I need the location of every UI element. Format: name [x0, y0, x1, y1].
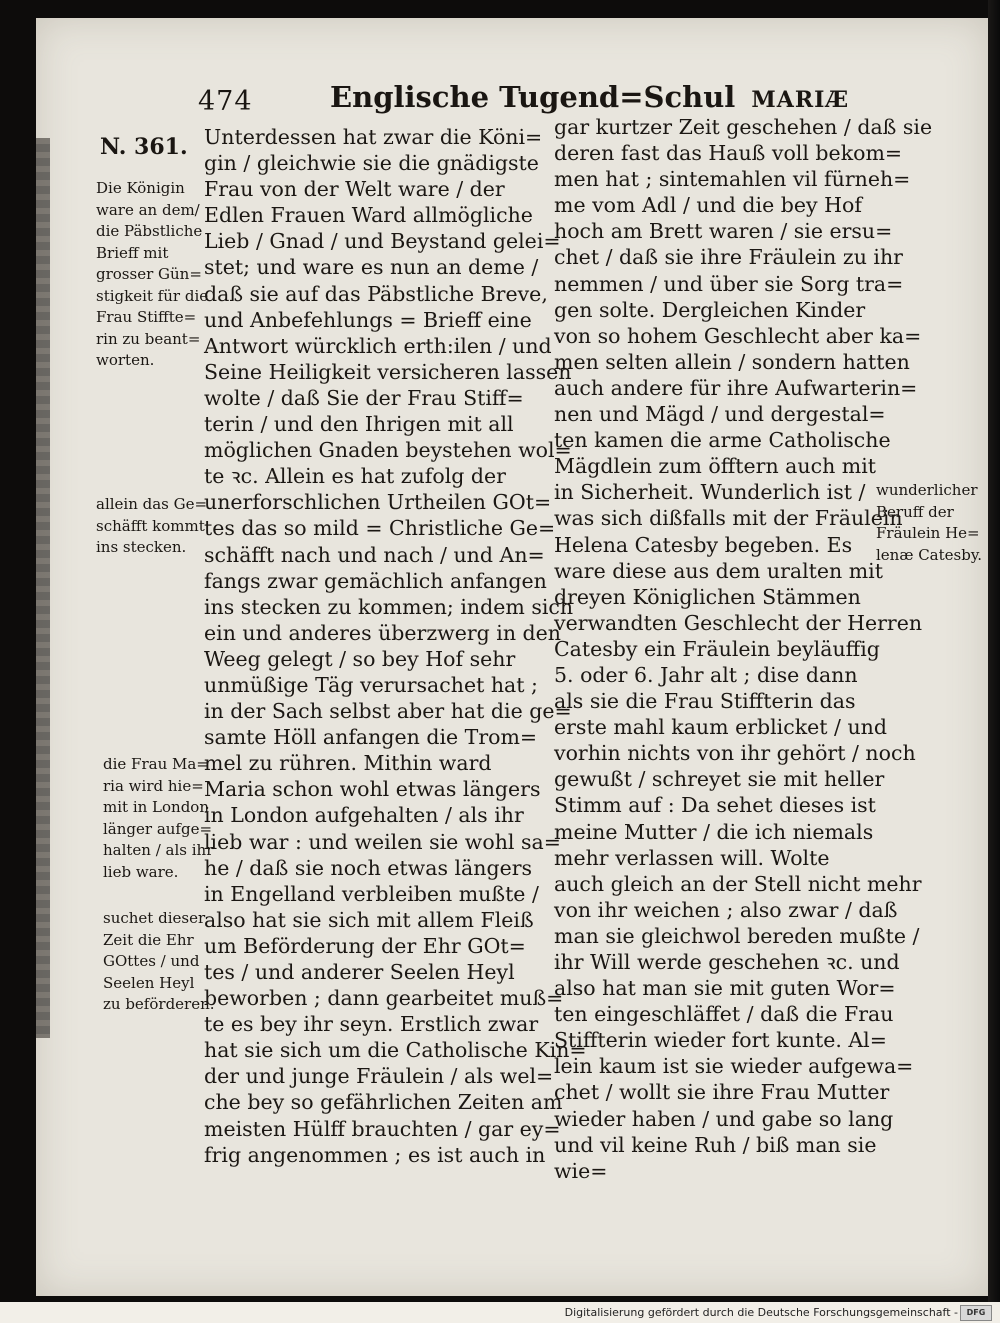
margin-line: allein das Ge=: [96, 495, 208, 513]
text-line: gen solte. Dergleichen Kinder: [554, 297, 866, 322]
margin-line: halten / als ihr: [103, 841, 214, 859]
margin-line: rin zu beant=: [96, 329, 201, 348]
text-line: he / daß sie noch etwas längers: [204, 855, 533, 880]
left-text-column: [204, 124, 587, 1168]
text-line: stet; und ware es nun an deme /: [204, 255, 539, 280]
margin-line: Brieff mit: [96, 243, 169, 262]
text-line: lieb war : und weilen sie wohl sa=: [204, 829, 561, 854]
text-line: der und junge Fräulein / als wel=: [204, 1064, 554, 1089]
running-title-suffix: MARIÆ: [751, 87, 850, 113]
text-line: Mägdlein zum öfftern auch mit: [554, 454, 877, 479]
text-line: daß sie auf das Päbstliche Breve,: [204, 281, 548, 306]
margin-line: Die Königin: [96, 179, 185, 197]
text-line: Maria schon wohl etwas längers: [204, 777, 541, 802]
margin-line: suchet dieser: [103, 909, 206, 927]
text-line: in London aufgehalten / als ihr: [204, 803, 524, 828]
text-line: unerforschlichen Urtheilen GOt=: [204, 490, 552, 515]
text-line: mel zu rühren. Mithin ward: [204, 751, 492, 776]
text-line: als sie die Frau Stiffterin das: [554, 689, 856, 714]
margin-line: stigkeit für die: [96, 286, 209, 305]
margin-line: Beruff der: [876, 502, 954, 521]
text-line: also hat sie sich mit allem Fleiß: [204, 907, 534, 932]
text-line: ins stecken zu kommen; indem sich: [204, 594, 574, 619]
text-line: erste mahl kaum erblicket / und: [554, 715, 887, 740]
text-line: und Anbefehlungs = Brieff eine: [204, 307, 532, 332]
text-line: fangs zwar gemächlich anfangen: [204, 568, 547, 593]
text-line: frig angenommen ; es ist auch in: [204, 1142, 546, 1167]
text-line: vorhin nichts von ihr gehört / noch: [554, 741, 916, 766]
margin-line: worten.: [96, 351, 155, 369]
margin-line: grosser Gün=: [96, 265, 202, 283]
text-line: chet / wollt sie ihre Frau Mutter: [554, 1080, 890, 1105]
text-line: men selten allein / sondern hatten: [554, 349, 910, 374]
margin-line: ria wird hie=: [103, 776, 204, 795]
text-line: man sie gleichwol bereden mußte /: [554, 923, 920, 948]
text-line: tes / und anderer Seelen Heyl: [204, 960, 515, 984]
margin-line: ins stecken.: [96, 538, 187, 556]
text-line: ware diese aus dem uralten mit: [554, 558, 883, 583]
footer-bar: [0, 1302, 1000, 1323]
margin-line: die Frau Ma=: [103, 755, 209, 773]
text-line: men hat ; sintemahlen vil fürneh=: [554, 167, 911, 192]
text-line: Unterdessen hat zwar die Köni=: [204, 125, 543, 149]
margin-line: wunderlicher: [876, 481, 978, 499]
text-line: also hat man sie mit guten Wor=: [554, 976, 896, 1001]
text-line: deren fast das Hauß voll bekom=: [554, 141, 903, 166]
text-line: te es bey ihr seyn. Erstlich zwar: [204, 1012, 539, 1037]
margin-line: die Päbstliche: [96, 222, 203, 240]
text-line: gin / gleichwie sie die gnädigste: [204, 151, 539, 176]
text-line: ten kamen die arme Catholische: [554, 428, 891, 453]
text-line: in Sicherheit. Wunderlich ist /: [554, 480, 866, 505]
text-line: lein kaum ist sie wieder aufgewa=: [554, 1054, 914, 1079]
text-line: um Beförderung der Ehr GOt=: [204, 933, 526, 958]
text-line: dreyen Königlichen Stämmen: [554, 584, 861, 609]
text-line: hoch am Brett waren / sie ersu=: [554, 219, 893, 244]
text-line: tes das so mild = Christliche Ge=: [204, 516, 556, 541]
text-line: hat sie sich um die Catholische Kin=: [204, 1038, 587, 1063]
text-line: chet / daß sie ihre Fräulein zu ihr: [554, 245, 903, 270]
text-line: terin / und den Ihrigen mit all: [204, 412, 514, 437]
running-title-text: Englische Tugend=Schul: [330, 80, 736, 114]
text-line: auch andere für ihre Aufwarterin=: [554, 375, 918, 400]
text-line: che bey so gefährlichen Zeiten am: [204, 1090, 563, 1115]
text-line: Stimm auf : Da sehet dieses ist: [554, 793, 876, 818]
margin-line: GOttes / und: [103, 952, 200, 970]
text-line: schäfft nach und nach / und An=: [204, 542, 545, 567]
text-line: 5. oder 6. Jahr alt ; dise dann: [554, 662, 858, 687]
running-title: [330, 80, 849, 114]
text-line: Edlen Frauen Ward allmögliche: [204, 203, 533, 228]
text-line: was sich dißfalls mit der Fräulein: [554, 506, 903, 531]
margin-line: Frau Stiffte=: [96, 308, 197, 326]
text-line: ten eingeschläffet / daß die Frau: [554, 1002, 894, 1027]
margin-note-5: [876, 480, 982, 566]
text-line: Weeg gelegt / so bey Hof sehr: [204, 646, 516, 671]
page-number: 474: [198, 86, 253, 117]
margin-line: lieb ware.: [103, 862, 179, 881]
margin-note-1: [96, 178, 208, 372]
page-edge-shadow: [36, 138, 50, 1038]
text-line: ihr Will werde geschehen ꝛc. und: [554, 950, 900, 974]
text-line: Lieb / Gnad / und Beystand gelei=: [204, 229, 561, 254]
text-line: unmüßige Täg verursachet hat ;: [204, 672, 538, 697]
text-line: meine Mutter / die ich niemals: [554, 819, 874, 844]
text-line: wieder haben / und gabe so lang: [554, 1106, 894, 1131]
margin-line: Seelen Heyl: [103, 973, 195, 992]
margin-note-2: [96, 494, 207, 559]
text-line: nen und Mägd / und dergestal=: [554, 402, 886, 427]
text-line: und vil keine Ruh / biß man sie: [554, 1132, 877, 1157]
text-line: Seine Heiligkeit versicheren lassen: [204, 359, 572, 384]
text-line: in der Sach selbst aber hat die ge=: [204, 699, 572, 724]
text-line: von ihr weichen ; also zwar / daß: [554, 897, 898, 922]
text-line: beworben ; dann gearbeitet muß=: [204, 986, 564, 1011]
margin-line: mit in London: [103, 798, 209, 816]
margin-line: zu beförderen.: [103, 995, 215, 1013]
text-line: mehr verlassen will. Wolte: [554, 845, 830, 870]
text-line: Stiffterin wieder fort kunte. Al=: [554, 1028, 887, 1053]
funding-credit: Digitalisierung gefördert durch die Deutsche Forschungsgemeinschaft -: [564, 1306, 958, 1319]
text-line: wie=: [554, 1158, 608, 1183]
scan-border-right: [988, 0, 1000, 1302]
margin-line: Zeit die Ehr: [103, 930, 194, 949]
text-line: Antwort würcklich erth:ilen / und: [204, 333, 552, 358]
text-line: möglichen Gnaden beystehen wol=: [204, 438, 572, 463]
margin-line: ware an dem/: [96, 200, 200, 219]
text-line: me vom Adl / und die bey Hof: [554, 193, 862, 218]
text-line: ein und anderes überzwerg in den: [204, 620, 562, 645]
text-line: te ꝛc. Allein es hat zufolg der: [204, 464, 506, 489]
text-line: samte Höll anfangen die Trom=: [204, 725, 538, 750]
margin-note-4: [103, 908, 215, 1016]
text-line: nemmen / und über sie Sorg tra=: [554, 271, 904, 296]
text-line: von so hohem Geschlecht aber ka=: [554, 323, 922, 348]
margin-line: lenæ Catesby.: [876, 545, 983, 564]
margin-line: Fräulein He=: [876, 524, 980, 542]
margin-line: schäfft kommt: [96, 516, 205, 535]
text-line: meisten Hülff brauchten / gar ey=: [204, 1116, 561, 1141]
text-line: in Engelland verbleiben mußte /: [204, 881, 539, 906]
text-line: Catesby ein Fräulein beyläuffig: [554, 636, 880, 661]
text-line: Helena Catesby begeben. Es: [554, 532, 853, 557]
text-line: gewußt / schreyet sie mit heller: [554, 767, 885, 792]
text-line: auch gleich an der Stell nicht mehr: [554, 871, 922, 896]
text-line: wolte / daß Sie der Frau Stiff=: [204, 385, 524, 410]
section-number: N. 361.: [100, 134, 188, 160]
margin-line: länger aufge=: [103, 819, 213, 838]
margin-note-3: [103, 754, 213, 883]
text-line: gar kurtzer Zeit geschehen / daß sie: [554, 115, 933, 139]
text-line: verwandten Geschlecht der Herren: [554, 610, 923, 635]
text-line: Frau von der Welt ware / der: [204, 177, 505, 202]
dfg-logo: DFG: [960, 1305, 992, 1321]
